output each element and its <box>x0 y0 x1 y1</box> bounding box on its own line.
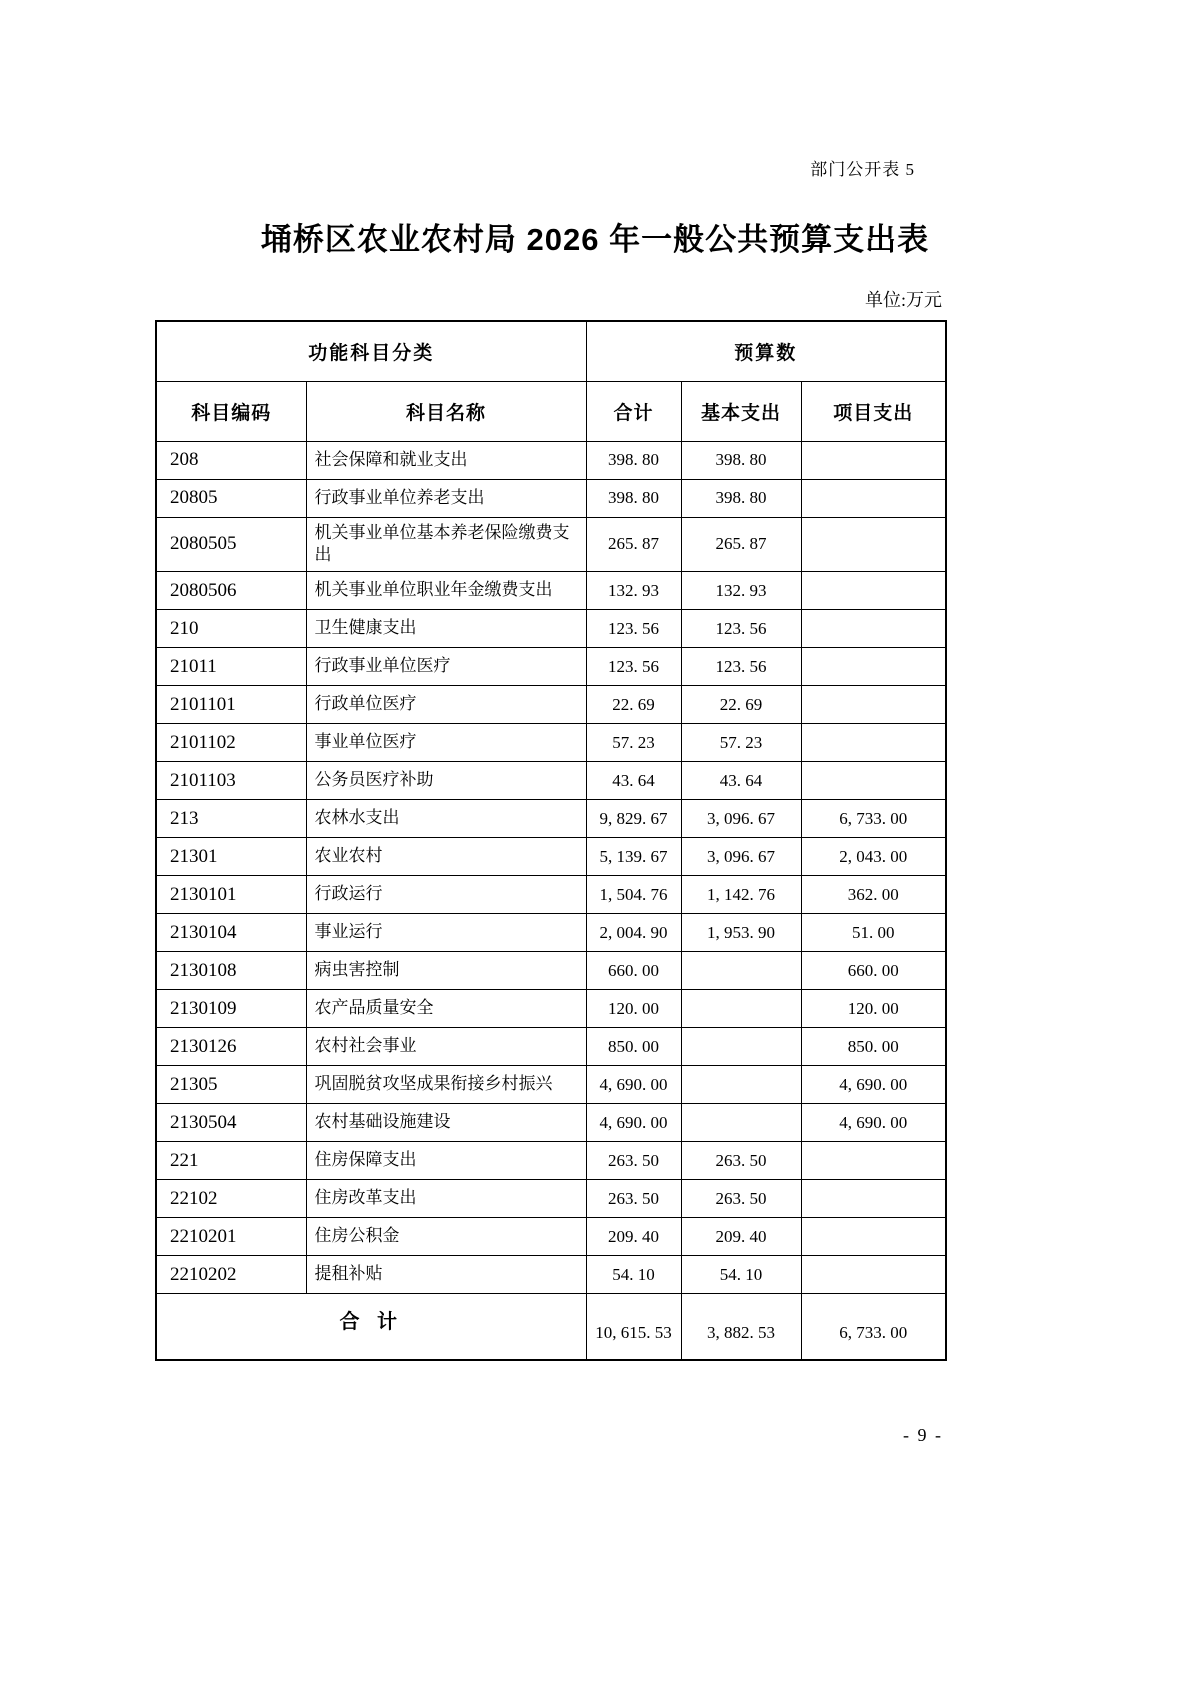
header-subject-name: 科目名称 <box>306 381 586 441</box>
cell-name: 住房公积金 <box>306 1218 586 1256</box>
cell-total: 398. 80 <box>586 441 681 479</box>
cell-project <box>801 648 946 686</box>
table-header <box>156 321 946 441</box>
cell-basic <box>681 1104 801 1142</box>
cell-basic <box>681 990 801 1028</box>
cell-basic: 398. 80 <box>681 479 801 517</box>
cell-code: 22102 <box>156 1180 306 1218</box>
total-label: 合 计 <box>156 1294 586 1360</box>
header-function-category: 功能科目分类 <box>156 321 586 381</box>
cell-basic: 209. 40 <box>681 1218 801 1256</box>
cell-code: 208 <box>156 441 306 479</box>
table-body <box>156 441 946 1294</box>
cell-project <box>801 686 946 724</box>
cell-code: 2130126 <box>156 1028 306 1066</box>
cell-name: 住房改革支出 <box>306 1180 586 1218</box>
cell-name: 公务员医疗补助 <box>306 762 586 800</box>
cell-total: 4, 690. 00 <box>586 1066 681 1104</box>
table-row <box>156 990 946 1028</box>
table-row <box>156 517 946 572</box>
header-total: 合计 <box>586 381 681 441</box>
cell-project <box>801 610 946 648</box>
cell-name: 农村社会事业 <box>306 1028 586 1066</box>
cell-project <box>801 1142 946 1180</box>
budget-table <box>155 320 945 1361</box>
cell-total: 22. 69 <box>586 686 681 724</box>
cell-total: 1, 504. 76 <box>586 876 681 914</box>
table-row <box>156 1256 946 1294</box>
table-row <box>156 838 946 876</box>
cell-code: 2130101 <box>156 876 306 914</box>
cell-project <box>801 1218 946 1256</box>
cell-total: 123. 56 <box>586 648 681 686</box>
cell-basic: 1, 953. 90 <box>681 914 801 952</box>
cell-code: 2130109 <box>156 990 306 1028</box>
cell-total: 4, 690. 00 <box>586 1104 681 1142</box>
cell-project: 120. 00 <box>801 990 946 1028</box>
table-row <box>156 610 946 648</box>
cell-total: 263. 50 <box>586 1142 681 1180</box>
total-project: 6, 733. 00 <box>801 1294 946 1360</box>
cell-name: 行政事业单位养老支出 <box>306 479 586 517</box>
cell-code: 2210201 <box>156 1218 306 1256</box>
cell-project <box>801 1180 946 1218</box>
table-row <box>156 1218 946 1256</box>
cell-project <box>801 517 946 572</box>
cell-basic: 132. 93 <box>681 572 801 610</box>
header-subject-code: 科目编码 <box>156 381 306 441</box>
cell-total: 9, 829. 67 <box>586 800 681 838</box>
table-row <box>156 800 946 838</box>
cell-code: 2101103 <box>156 762 306 800</box>
table-row <box>156 1104 946 1142</box>
total-basic: 3, 882. 53 <box>681 1294 801 1360</box>
table-row <box>156 441 946 479</box>
cell-code: 2210202 <box>156 1256 306 1294</box>
cell-code: 221 <box>156 1142 306 1180</box>
table-row <box>156 479 946 517</box>
cell-total: 263. 50 <box>586 1180 681 1218</box>
cell-name: 行政运行 <box>306 876 586 914</box>
cell-total: 120. 00 <box>586 990 681 1028</box>
cell-project: 362. 00 <box>801 876 946 914</box>
cell-project <box>801 762 946 800</box>
cell-code: 21305 <box>156 1066 306 1104</box>
cell-total: 850. 00 <box>586 1028 681 1066</box>
cell-name: 机关事业单位基本养老保险缴费支出 <box>306 517 586 572</box>
cell-code: 2130504 <box>156 1104 306 1142</box>
cell-name: 事业单位医疗 <box>306 724 586 762</box>
cell-code: 210 <box>156 610 306 648</box>
cell-total: 54. 10 <box>586 1256 681 1294</box>
header-column-row <box>156 381 946 441</box>
table-row <box>156 1066 946 1104</box>
cell-name: 农业农村 <box>306 838 586 876</box>
page-number: - 9 - <box>903 1425 943 1445</box>
cell-project <box>801 724 946 762</box>
cell-basic <box>681 952 801 990</box>
cell-total: 57. 23 <box>586 724 681 762</box>
cell-basic <box>681 1066 801 1104</box>
cell-name: 住房保障支出 <box>306 1142 586 1180</box>
cell-code: 21301 <box>156 838 306 876</box>
cell-name: 行政事业单位医疗 <box>306 648 586 686</box>
cell-basic <box>681 1028 801 1066</box>
table-row <box>156 724 946 762</box>
cell-basic: 263. 50 <box>681 1142 801 1180</box>
cell-code: 2101101 <box>156 686 306 724</box>
cell-name: 卫生健康支出 <box>306 610 586 648</box>
table-row <box>156 952 946 990</box>
cell-total: 209. 40 <box>586 1218 681 1256</box>
table-row <box>156 1180 946 1218</box>
cell-total: 660. 00 <box>586 952 681 990</box>
cell-project: 4, 690. 00 <box>801 1066 946 1104</box>
cell-code: 20805 <box>156 479 306 517</box>
total-row <box>156 1294 946 1360</box>
table-row <box>156 572 946 610</box>
cell-project: 850. 00 <box>801 1028 946 1066</box>
cell-basic: 398. 80 <box>681 441 801 479</box>
cell-project <box>801 479 946 517</box>
cell-project: 51. 00 <box>801 914 946 952</box>
cell-total: 265. 87 <box>586 517 681 572</box>
table-footer <box>156 1294 946 1360</box>
header-basic-expenditure: 基本支出 <box>681 381 801 441</box>
cell-name: 农林水支出 <box>306 800 586 838</box>
cell-total: 43. 64 <box>586 762 681 800</box>
cell-basic: 3, 096. 67 <box>681 838 801 876</box>
cell-basic: 1, 142. 76 <box>681 876 801 914</box>
table-row <box>156 876 946 914</box>
doc-label: 部门公开表 5 <box>810 160 915 179</box>
cell-basic: 123. 56 <box>681 610 801 648</box>
cell-total: 398. 80 <box>586 479 681 517</box>
cell-code: 2130104 <box>156 914 306 952</box>
cell-project: 4, 690. 00 <box>801 1104 946 1142</box>
cell-basic: 123. 56 <box>681 648 801 686</box>
table-row <box>156 914 946 952</box>
cell-code: 2080506 <box>156 572 306 610</box>
table-row <box>156 762 946 800</box>
cell-total: 2, 004. 90 <box>586 914 681 952</box>
table-row <box>156 686 946 724</box>
cell-project <box>801 1256 946 1294</box>
table-row <box>156 1028 946 1066</box>
cell-basic: 54. 10 <box>681 1256 801 1294</box>
cell-project: 660. 00 <box>801 952 946 990</box>
cell-name: 社会保障和就业支出 <box>306 441 586 479</box>
table-row <box>156 1142 946 1180</box>
header-budget-amount: 预算数 <box>586 321 946 381</box>
cell-project: 6, 733. 00 <box>801 800 946 838</box>
cell-code: 2080505 <box>156 517 306 572</box>
cell-basic: 265. 87 <box>681 517 801 572</box>
cell-project: 2, 043. 00 <box>801 838 946 876</box>
unit-note: 单位:万元 <box>864 290 942 310</box>
cell-basic: 57. 23 <box>681 724 801 762</box>
cell-code: 213 <box>156 800 306 838</box>
cell-name: 提租补贴 <box>306 1256 586 1294</box>
cell-basic: 263. 50 <box>681 1180 801 1218</box>
cell-project <box>801 441 946 479</box>
cell-name: 事业运行 <box>306 914 586 952</box>
cell-name: 病虫害控制 <box>306 952 586 990</box>
cell-basic: 3, 096. 67 <box>681 800 801 838</box>
cell-basic: 43. 64 <box>681 762 801 800</box>
total-sum: 10, 615. 53 <box>586 1294 681 1360</box>
cell-basic: 22. 69 <box>681 686 801 724</box>
page-title: 埇桥区农业农村局 2026 年一般公共预算支出表 <box>260 222 930 257</box>
cell-name: 农产品质量安全 <box>306 990 586 1028</box>
cell-name: 农村基础设施建设 <box>306 1104 586 1142</box>
cell-project <box>801 572 946 610</box>
cell-name: 巩固脱贫攻坚成果衔接乡村振兴 <box>306 1066 586 1104</box>
cell-code: 2130108 <box>156 952 306 990</box>
cell-total: 123. 56 <box>586 610 681 648</box>
cell-name: 机关事业单位职业年金缴费支出 <box>306 572 586 610</box>
table-row <box>156 648 946 686</box>
cell-total: 132. 93 <box>586 572 681 610</box>
cell-name: 行政单位医疗 <box>306 686 586 724</box>
header-group-row <box>156 321 946 381</box>
cell-total: 5, 139. 67 <box>586 838 681 876</box>
cell-code: 21011 <box>156 648 306 686</box>
cell-code: 2101102 <box>156 724 306 762</box>
header-project-expenditure: 项目支出 <box>801 381 946 441</box>
